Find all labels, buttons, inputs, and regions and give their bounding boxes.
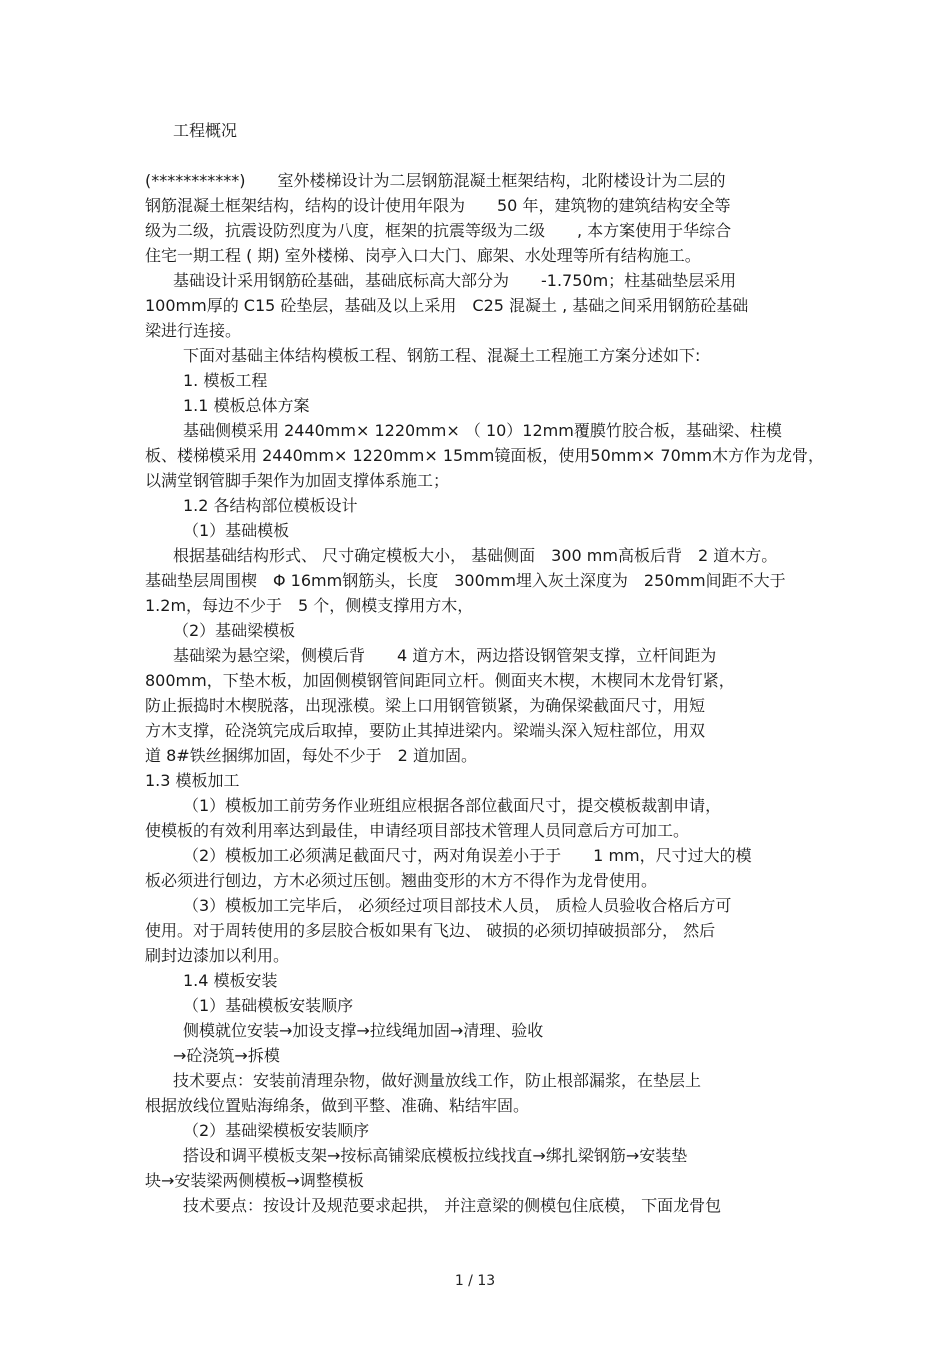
text-line: （3）模板加工完毕后， 必须经过项目部技术人员， 质检人员验收合格后方可 [183,896,732,915]
heading-1: 1. 模板工程 [183,371,268,390]
text-line: 根据放线位置贴海绵条，做到平整、准确、粘结牢固。 [145,1096,530,1115]
text-line: 块→安装梁两侧模板→调整模板 [145,1171,364,1190]
text-line: 板必须进行刨边，方木必须过压刨。翘曲变形的木方不得作为龙骨使用。 [145,871,658,890]
text-line: 住宅一期工程 ( 期) 室外楼梯、岗亭入口大门、廊架、水处理等所有结构施工。 [145,246,701,265]
heading-1-1: 1.1 模板总体方案 [183,396,310,415]
text-line: →砼浇筑→拆模 [173,1046,280,1065]
text-line: 基础侧模采用 2440mm× 1220mm× （ 10）12mm覆膜竹胶合板，基础梁、柱模 [183,421,782,440]
subheading: （1）基础模板 [183,521,290,540]
page-number: 1 / 13 [454,1273,496,1289]
text-line: 道 8#铁丝捆绑加固，每处不少于 2 道加固。 [145,746,477,765]
text-line: （1）模板加工前劳务作业班组应根据各部位截面尺寸，提交模板裁割申请， [183,796,722,815]
subheading: （2）基础梁模板 [173,621,296,640]
text-line: 级为二级，抗震设防烈度为八度，框架的抗震等级为二级 , 本方案使用于华综合 [145,221,732,240]
text-line: 方木支撑，砼浇筑完成后取掉，要防止其掉进梁内。梁端头深入短柱部位，用双 [145,721,706,740]
heading-1-2: 1.2 各结构部位模板设计 [183,496,358,515]
text-line: (***********) 室外楼梯设计为二层钢筋混凝土框架结构，北附楼设计为二层的 [145,171,726,190]
text-line: 防止振捣时木楔脱落，出现涨模。梁上口用钢管锁紧，为确保梁截面尺寸，用短 [145,696,706,715]
section-title: 工程概况 [173,121,238,140]
text-line: 800mm，下垫木板，加固侧模钢管间距同立杆。侧面夹木楔，木楔同木龙骨钉紧， [145,671,735,690]
text-line: 基础垫层周围楔 Φ 16mm钢筋头，长度 300mm埋入灰土深度为 250mm间距不大于 [145,571,786,590]
text-line: 技术要点：安装前清理杂物，做好测量放线工作，防止根部漏浆，在垫层上 [173,1071,702,1090]
heading-1-3: 1.3 模板加工 [145,771,240,790]
heading-1-4: 1.4 模板安装 [183,971,278,990]
text-line: 100mm厚的 C15 砼垫层，基础及以上采用 C25 混凝土 , 基础之间采用钢筋砼基础 [145,296,749,315]
text-line: 刷封边漆加以利用。 [145,946,290,965]
text-line: 根据基础结构形式、 尺寸确定模板大小， 基础侧面 300 mm高板后背 2 道木方。 [173,546,778,565]
text-line: 技术要点：按设计及规范要求起拱， 并注意梁的侧模包住底模， 下面龙骨包 [183,1196,722,1215]
text-line: 使模板的有效利用率达到最佳，申请经项目部技术管理人员同意后方可加工。 [145,821,690,840]
text-line: 搭设和调平模板支架→按标高铺梁底模板拉线找直→绑扎梁钢筋→安装垫 [183,1146,688,1165]
text-line: 使用。对于周转使用的多层胶合板如果有飞边、 破损的必须切掉破损部分， 然后 [145,921,716,940]
text-line: 基础设计采用钢筋砼基础，基础底标高大部分为 -1.750m；柱基础垫层采用 [173,271,737,290]
text-line: 以满堂钢管脚手架作为加固支撑体系施工； [145,471,450,490]
subheading: （2）基础梁模板安装顺序 [183,1121,370,1140]
subheading: （1）基础模板安装顺序 [183,996,354,1015]
text-line: 1.2m，每边不少于 5 个，侧模支撑用方木， [145,596,474,615]
text-line: 板、楼梯模采用 2440mm× 1220mm× 15mm镜面板，使用50mm× 70mm木方作为龙骨， [145,446,824,465]
text-line: 梁进行连接。 [145,321,242,340]
text-line: 侧模就位安装→加设支撑→拉线绳加固→清理、验收 [183,1021,544,1040]
text-line: 钢筋混凝土框架结构，结构的设计使用年限为 50 年，建筑物的建筑结构安全等 [145,196,731,215]
text-line: （2）模板加工必须满足截面尺寸，两对角误差小于于 1 mm，尺寸过大的模 [183,846,752,865]
text-line: 下面对基础主体结构模板工程、钢筋工程、混凝土工程施工方案分述如下: [183,346,701,365]
text-line: 基础梁为悬空梁，侧模后背 4 道方木，两边搭设钢管架支撑，立杆间距为 [173,646,717,665]
